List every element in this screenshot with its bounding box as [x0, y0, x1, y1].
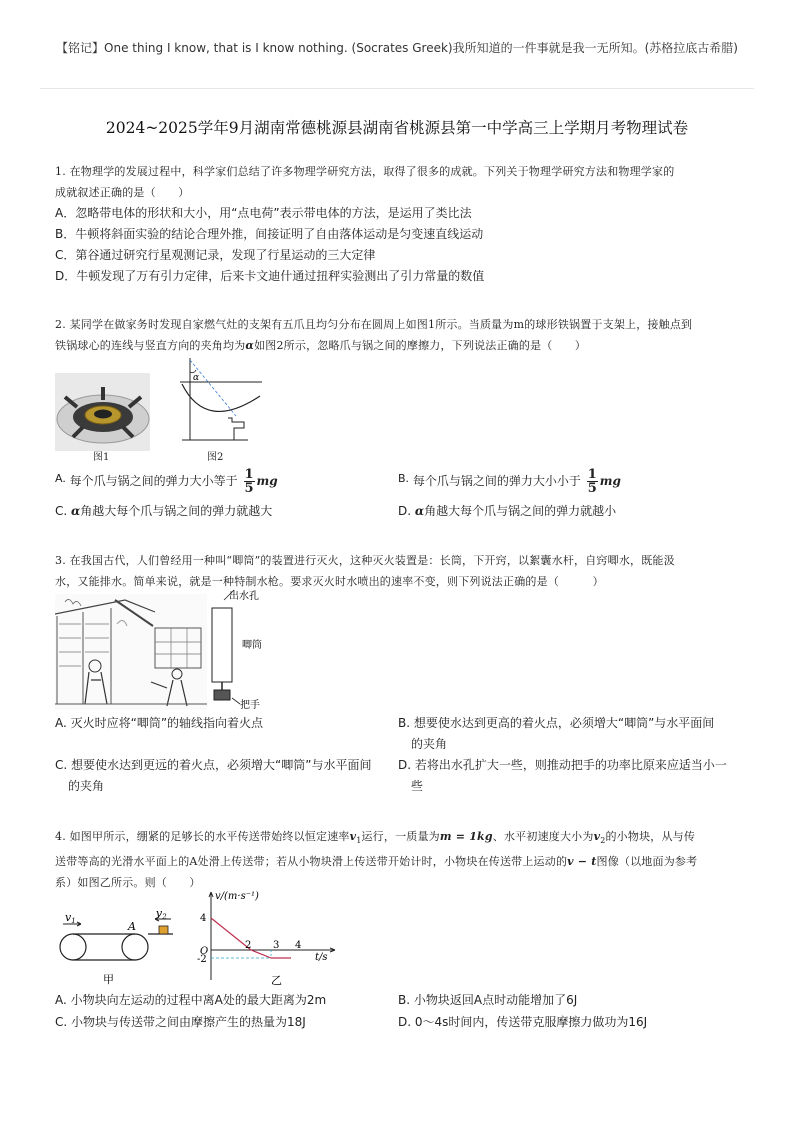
fig-jia-caption: 甲: [103, 973, 114, 986]
q4-stem: 4. 如图甲所示，绷紧的足够长的水平传送带始终以恒定速率$v_1$运行，一质量为m = 1kg、水平初速度大小为$v_2$的小物块，从与传 送带等高的光滑水平面上的A处滑上传送带；若从小物块滑上传送带开始计时，小物块在传送带上运动的v − t图像（以地面为参考 系）如图乙所示。则（ ）: [55, 830, 698, 890]
q3-stem: 3. 在我国古代，人们曾经用一种叫“唧筒”的装置进行灭火，这种灭火装置是：长筒，下开窍，以絮囊水杆，自窍唧水，既能汲 水，又能排水。简单来说，就是一种特制水枪。要求灭火时水喷出的速率不变，则下列说法正确的是（ ）: [55, 554, 675, 588]
gas-stove-figure: [55, 373, 150, 451]
exam-title: 2024~2025学年9月湖南常德桃源县湖南省桃源县第一中学高三上学期月考物理试卷: [105, 119, 689, 137]
motto-header: 【铭记】One thing I know, that is I know nothing. (Socrates Greek)我所知道的一件事就是我一无所知。(苏格拉底古希腊): [56, 41, 738, 55]
q4-option-a[interactable]: A. 小物块向左运动的过程中离A处的最大距离为2m: [55, 993, 327, 1007]
q4-option-c[interactable]: C. 小物块与传送带之间由摩擦产生的热量为18J: [55, 1015, 306, 1029]
origin-label: O: [200, 946, 209, 957]
fraction-one-fifth: $\frac{1}{5}$: [244, 467, 254, 496]
pump-tube-diagram: [208, 588, 270, 710]
fig-yi-caption: 乙: [271, 974, 282, 987]
q2-option-d[interactable]: D. α角越大每个爪与锅之间的弹力就越小: [398, 504, 617, 518]
tube-label: 唧筒: [242, 640, 262, 651]
q4-option-d[interactable]: D. 0～4s时间内，传送带克服摩擦力做功为16J: [398, 1015, 648, 1029]
pot-support-figure: [176, 356, 266, 452]
q3-option-d[interactable]: D. 若将出水孔扩大一些，则推动把手的功率比原来应适当小一 些: [398, 758, 727, 793]
q3-option-a[interactable]: A. 灭火时应将“唧筒”的轴线指向着火点: [55, 716, 264, 730]
fig1-caption: 图1: [93, 452, 110, 463]
t-axis-label: t/s: [315, 952, 328, 963]
q1-option-d[interactable]: D．牛顿发现了万有引力定律，后来卡文迪什通过扭秤实验测出了引力常量的数值: [55, 269, 485, 283]
v-tick-4: 4: [200, 913, 207, 924]
v-tick-neg2: -2: [197, 954, 207, 965]
q2-option-b[interactable]: B. 每个爪与锅之间的弹力大小小于 $\frac{1}{5}$ mg: [398, 467, 621, 496]
outlet-label: 出水孔: [229, 591, 259, 602]
header-divider: [40, 88, 754, 89]
q1-option-b[interactable]: B．牛顿将斜面实验的结论合理外推，间接证明了自由落体运动是匀变速直线运动: [55, 227, 484, 241]
q1-option-c[interactable]: C．第谷通过研究行星观测记录，发现了行星运动的三大定律: [55, 248, 376, 262]
block: [159, 926, 168, 934]
ancient-firefighting-illustration: [55, 594, 207, 710]
v2-label: v2: [156, 907, 167, 921]
handle-label: 把手: [240, 700, 260, 710]
conveyor-belt-figure: [55, 907, 175, 987]
angle-alpha-label: α: [193, 373, 200, 383]
fig2-caption: 图2: [207, 452, 224, 463]
q2-option-a[interactable]: A. 每个爪与锅之间的弹力大小等于 $\frac{1}{5}$ mg: [55, 467, 278, 496]
velocity-time-graph: [195, 888, 345, 988]
q4-option-b[interactable]: B. 小物块返回A点时动能增加了6J: [398, 993, 578, 1007]
t-tick-4: 4: [295, 940, 302, 951]
q1-stem: 1. 在物理学的发展过程中，科学家们总结了许多物理学研究方法，取得了很多的成就。下列关于物理学研究方法和物理学家的 成就叙述正确的是（ ）: [55, 165, 675, 199]
v1-label: v1: [65, 911, 76, 925]
q3-option-c[interactable]: C. 想要使水达到更远的着火点，必须增大“唧筒”与水平面间 的夹角: [55, 758, 372, 793]
q3-option-b[interactable]: B. 想要使水达到更高的着火点，必须增大“唧筒”与水平面间 的夹角: [398, 716, 715, 751]
q1-option-a[interactable]: A．忽略带电体的形状和大小，用“点电荷”表示带电体的方法，是运用了类比法: [55, 206, 472, 220]
t-tick-2: 2: [245, 940, 252, 951]
t-tick-3: 3: [273, 940, 280, 951]
v-axis-label: v/(m·s⁻¹): [215, 891, 259, 902]
q2-option-c[interactable]: C. α角越大每个爪与锅之间的弹力就越大: [55, 504, 273, 518]
q2-stem: 2. 某同学在做家务时发现自家燃气灶的支架有五爪且均匀分布在圆周上如图1所示。当质量为m的球形铁锅置于支架上，接触点到 铁锅球心的连线与竖直方向的夹角均为α如图2所示，忽略爪与锅之间的摩擦力，下列说法正确的是（ ）: [55, 318, 693, 352]
fraction-one-fifth: $\frac{1}{5}$: [587, 467, 597, 496]
point-a-label: A: [128, 920, 136, 933]
